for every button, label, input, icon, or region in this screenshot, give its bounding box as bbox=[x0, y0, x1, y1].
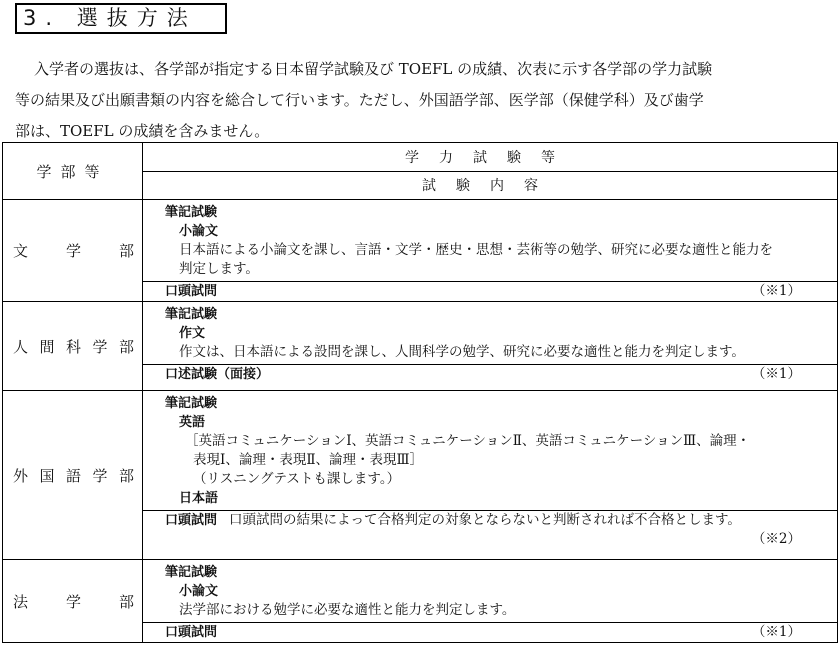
exam-content bbox=[143, 391, 838, 560]
oral-note: （※1） bbox=[751, 624, 801, 640]
exam-content bbox=[143, 560, 838, 643]
header-dept: 学部等 bbox=[3, 143, 143, 200]
exam-content bbox=[143, 302, 838, 391]
intro-line: 等の結果及び出願書類の内容を総合して行います。ただし、外国語学部、医学部（保健学科）及び歯学 bbox=[15, 91, 704, 109]
intro-paragraph bbox=[15, 54, 835, 147]
table-row bbox=[3, 560, 838, 643]
oral-note: （※2） bbox=[751, 531, 801, 547]
written-exam-label: 筆記試験 bbox=[165, 205, 218, 220]
dept-foreign-studies: 外 国 語 学 部 bbox=[3, 391, 143, 560]
section-title: 3. 選抜方法 bbox=[15, 3, 227, 34]
intro-line: 部は、TOEFL の成績を含みません。 bbox=[15, 122, 270, 140]
subject-label: 日本語 bbox=[179, 491, 219, 506]
dept-law: 法 学 部 bbox=[3, 560, 143, 643]
oral-exam: 口述試験（面接） （※1） bbox=[143, 364, 837, 384]
dept-name-letters: 文 学 部 bbox=[3, 200, 143, 302]
written-exam-label: 筆記試験 bbox=[165, 396, 218, 411]
oral-description: 口頭試問の結果によって合格判定の対象とならないと判断されれば不合格とします。 bbox=[229, 512, 741, 528]
written-exam-label: 筆記試験 bbox=[165, 565, 218, 580]
oral-note: （※1） bbox=[751, 366, 801, 382]
subject-label: 小論文 bbox=[179, 224, 219, 239]
oral-exam: 口頭試問 口頭試問の結果によって合格判定の対象とならないと判断されれば不合格とします。 （※2） bbox=[143, 510, 837, 551]
header-content: 試験内容 bbox=[143, 171, 838, 200]
exam-description: 法学部における勉学に必要な適性と能力を判定します。 bbox=[179, 602, 516, 618]
dept-human-sciences: 人 間 科 学 部 bbox=[3, 302, 143, 391]
oral-exam: 口頭試問 （※1） bbox=[143, 281, 837, 301]
subject-label: 英語 bbox=[179, 415, 206, 430]
table-row bbox=[3, 391, 838, 560]
oral-note: （※1） bbox=[751, 283, 801, 299]
intro-line: 入学者の選抜は、各学部が指定する日本留学試験及び TOEFL の成績、次表に示す各学部の学力試験 bbox=[34, 60, 713, 78]
english-scope: ［英語コミュニケーションⅠ、英語コミュニケーションⅡ、英語コミュニケーションⅢ、論理・ 表現Ⅰ、論理・表現Ⅱ、論理・表現Ⅲ］ （リスニングテストも課します。） bbox=[185, 433, 751, 487]
table-row bbox=[3, 200, 838, 302]
exam-description: 作文は、日本語による設問を課し、人間科学の勉学、研究に必要な適性と能力を判定します。 bbox=[179, 344, 745, 360]
table-row bbox=[3, 302, 838, 391]
subject-label: 作文 bbox=[179, 326, 206, 341]
oral-exam: 口頭試問 （※1） bbox=[143, 622, 837, 642]
exam-content bbox=[143, 200, 838, 302]
header-exam: 学力試験等 bbox=[143, 143, 838, 172]
subject-label: 小論文 bbox=[179, 584, 219, 599]
selection-table bbox=[2, 142, 838, 643]
written-exam-label: 筆記試験 bbox=[165, 307, 218, 322]
exam-description: 日本語による小論文を課し、言語・文学・歴史・思想・芸術等の勉学、研究に必要な適性と能力を 判定します。 bbox=[179, 242, 773, 277]
